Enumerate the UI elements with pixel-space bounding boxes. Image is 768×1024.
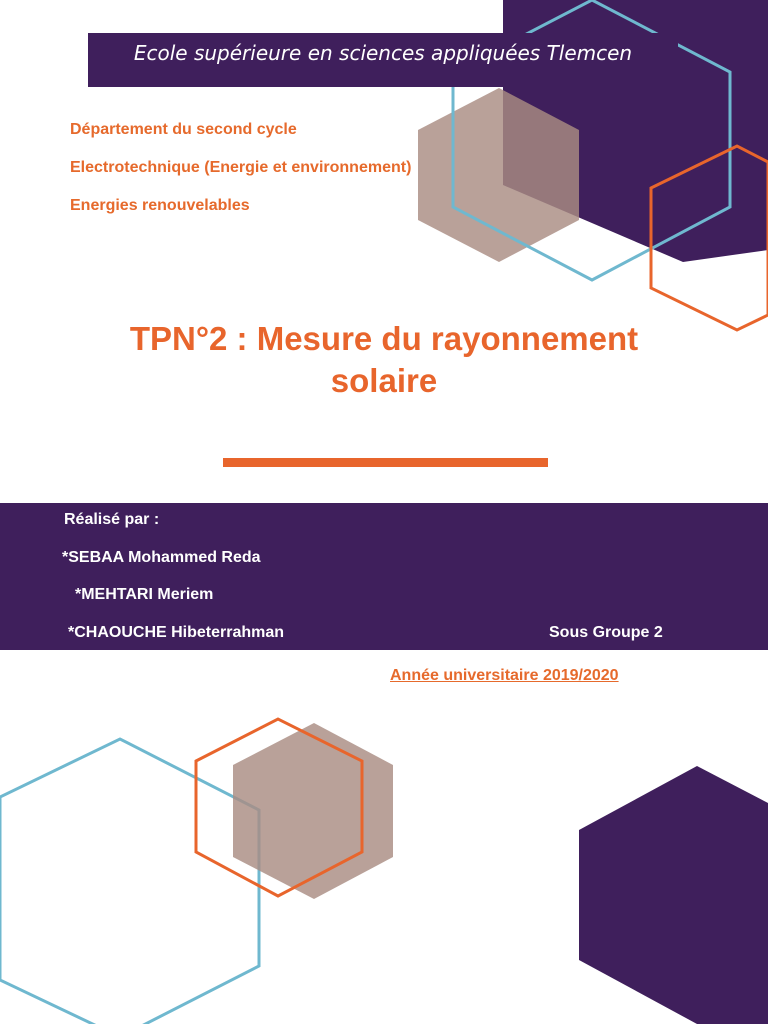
academic-year: Année universitaire 2019/2020 — [390, 667, 619, 684]
department-field: Electrotechnique (Energie et environnement) — [70, 159, 412, 176]
authors-band — [0, 503, 768, 650]
title-line-2: solaire — [330, 362, 438, 399]
taupe-hexagon-bottom — [233, 723, 393, 899]
title-divider — [223, 458, 548, 467]
department-cycle: Département du second cycle — [70, 121, 297, 138]
author-name: *CHAOUCHE Hibeterrahman — [68, 624, 285, 641]
group-label: Sous Groupe 2 — [549, 624, 663, 641]
author-name: *MEHTARI Meriem — [75, 586, 214, 603]
department-speciality: Energies renouvelables — [70, 197, 250, 214]
title-line-1: TPN°2 : Mesure du rayonnement — [129, 320, 639, 357]
blue-outline-hexagon-bottom — [0, 739, 259, 1024]
school-name: Ecole supérieure en sciences appliquées Tlemcen — [133, 41, 633, 65]
school-banner — [88, 33, 678, 87]
purple-hexagon-bottom — [579, 766, 768, 1024]
author-name: *SEBAA Mohammed Reda — [62, 549, 261, 566]
authors-label: Réalisé par : — [64, 511, 160, 528]
document-title — [40, 318, 728, 402]
